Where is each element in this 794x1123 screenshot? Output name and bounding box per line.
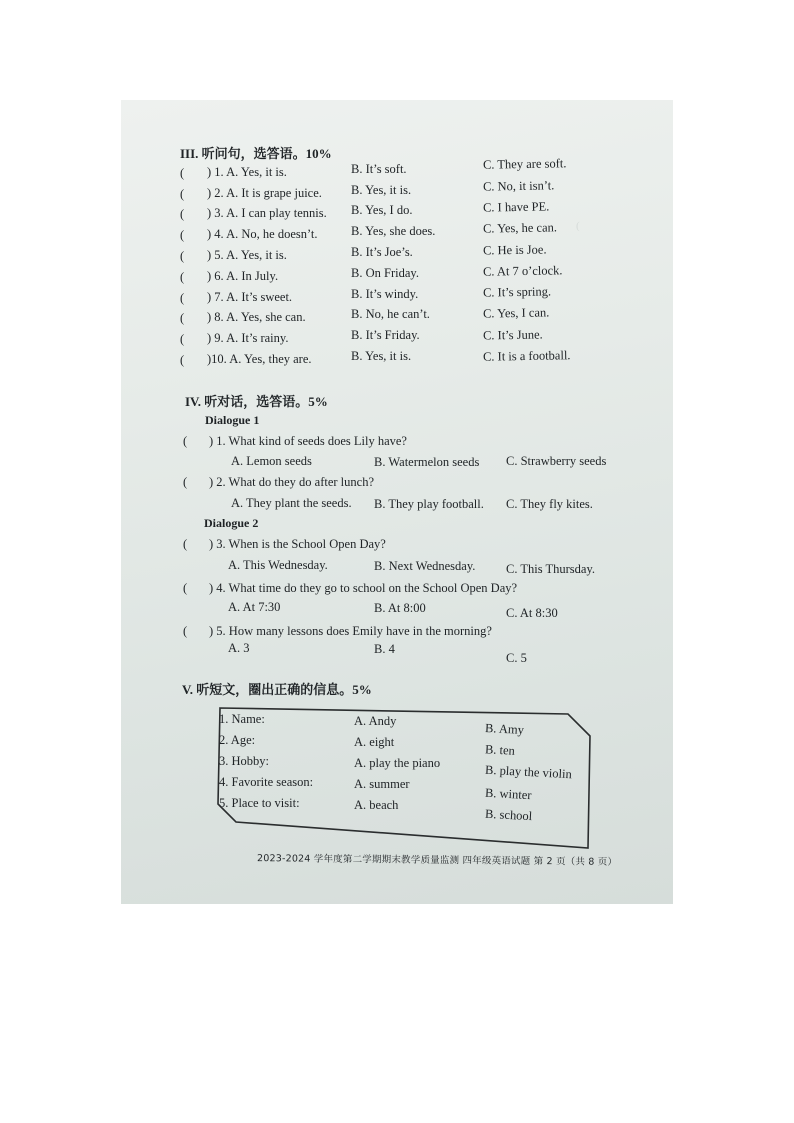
info-option-a[interactable]: A. play the piano <box>354 756 441 770</box>
dialogue-option-a: A. Lemon seeds <box>231 454 312 468</box>
dialogue-question: ) 4. What time do they go to school on the School Open Day? <box>209 581 518 595</box>
answer-paren[interactable]: ( <box>183 581 188 595</box>
info-option-a[interactable]: A. beach <box>354 798 399 812</box>
dialogue-option-a: A. This Wednesday. <box>228 558 328 572</box>
question-option-a: )10. A. Yes, they are. <box>207 352 312 366</box>
question-option-b: B. It’s soft. <box>351 162 407 176</box>
question-option-c: C. It’s June. <box>482 327 543 343</box>
answer-paren[interactable]: ( <box>180 166 185 180</box>
question-option-c: C. It is a football. <box>482 348 571 364</box>
question-option-b: B. It’s windy. <box>351 287 419 301</box>
section-3-heading: III. 听问句，选答语。10% <box>180 146 332 161</box>
answer-paren[interactable]: ( <box>180 270 185 284</box>
dialogue-option-c: C. They fly kites. <box>506 497 593 511</box>
question-option-b: B. On Friday. <box>351 266 419 280</box>
answer-paren[interactable]: ( <box>180 249 185 263</box>
answer-paren[interactable]: ( <box>180 353 185 367</box>
question-option-a: ) 7. A. It’s sweet. <box>207 290 293 304</box>
dialogue-question: ) 2. What do they do after lunch? <box>209 475 374 489</box>
section-5-heading: V. 听短文，圈出正确的信息。5% <box>182 682 372 697</box>
dialogue-option-b: B. Watermelon seeds <box>374 455 480 469</box>
question-option-c: C. Yes, I can. <box>482 305 550 321</box>
info-item-label: 5. Place to visit: <box>219 796 300 810</box>
info-option-a[interactable]: A. eight <box>354 735 395 749</box>
dialogue-option-c: C. At 8:30 <box>506 606 558 620</box>
info-option-b[interactable]: B. ten <box>484 742 516 758</box>
dialogue-option-b: B. 4 <box>374 642 395 656</box>
question-option-b: B. No, he can’t. <box>351 307 430 321</box>
section-4-heading: IV. 听对话，选答语。5% <box>185 394 328 409</box>
info-item-label: 3. Hobby: <box>219 754 269 768</box>
question-option-a: ) 1. A. Yes, it is. <box>207 165 287 179</box>
question-option-a: ) 9. A. It’s rainy. <box>207 331 289 345</box>
dialogue-option-c: C. This Thursday. <box>506 562 596 576</box>
answer-paren[interactable]: ( <box>183 434 188 448</box>
answer-paren[interactable]: ( <box>180 207 185 221</box>
question-option-b: B. Yes, it is. <box>351 183 412 197</box>
answer-paren[interactable]: ( <box>183 475 188 489</box>
question-option-a: ) 2. A. It is grape juice. <box>207 186 322 200</box>
question-option-c: C. No, it isn’t. <box>482 178 555 194</box>
dialogue-option-a: A. At 7:30 <box>228 600 281 614</box>
answer-paren[interactable]: ( <box>183 537 188 551</box>
question-option-c: C. At 7 o’clock. <box>482 263 563 279</box>
answer-paren[interactable]: ( <box>180 187 185 201</box>
dialogue-option-a: A. They plant the seeds. <box>231 496 352 510</box>
dialogue-option-b: B. At 8:00 <box>374 601 426 615</box>
question-option-b: B. It’s Joe’s. <box>351 245 413 259</box>
answer-paren[interactable]: ( <box>180 291 185 305</box>
question-option-a: ) 5. A. Yes, it is. <box>207 248 287 262</box>
exam-page-photo <box>121 100 673 904</box>
question-option-c: C. They are soft. <box>482 156 567 172</box>
dialogue-option-b: B. Next Wednesday. <box>374 559 476 573</box>
dialogue-question: ) 1. What kind of seeds does Lily have? <box>209 434 407 448</box>
question-option-b: B. Yes, I do. <box>351 203 413 217</box>
dialogue-question: ) 5. How many lessons does Emily have in the morning? <box>209 624 492 638</box>
answer-paren[interactable]: ( <box>180 332 185 346</box>
question-option-c: C. Yes, he can. <box>482 220 558 236</box>
info-option-b[interactable]: B. play the violin <box>484 762 573 782</box>
question-option-b: B. Yes, it is. <box>351 349 412 363</box>
info-item-label: 4. Favorite season: <box>219 775 314 789</box>
dialogue-question: ) 3. When is the School Open Day? <box>209 537 386 551</box>
question-option-a: ) 3. A. I can play tennis. <box>207 206 327 220</box>
answer-paren[interactable]: ( <box>180 228 185 242</box>
dialogue-option-a: A. 3 <box>228 641 250 655</box>
show-through-mark: ( <box>576 220 580 232</box>
dialogue-option-c: C. Strawberry seeds <box>506 454 607 468</box>
info-option-a[interactable]: A. summer <box>354 777 410 791</box>
question-option-b: B. Yes, she does. <box>351 224 436 238</box>
dialogue-option-b: B. They play football. <box>374 497 484 511</box>
question-option-c: C. It’s spring. <box>482 284 552 300</box>
dialogue-1-label: Dialogue 1 <box>205 413 260 427</box>
page-footer: 2023-2024 学年度第二学期期末教学质量监测 四年级英语试题 第 2 页（共 8 页） <box>256 853 618 868</box>
info-option-b[interactable]: B. Amy <box>484 720 525 738</box>
question-option-a: ) 8. A. Yes, she can. <box>207 310 306 324</box>
question-option-b: B. It’s Friday. <box>351 328 420 342</box>
question-option-c: C. He is Joe. <box>482 242 547 258</box>
question-option-a: ) 4. A. No, he doesn’t. <box>207 227 318 241</box>
answer-paren[interactable]: ( <box>180 311 185 325</box>
info-item-label: 1. Name: <box>219 712 265 726</box>
question-option-c: C. I have PE. <box>482 199 550 215</box>
answer-paren[interactable]: ( <box>183 624 188 638</box>
info-option-a[interactable]: A. Andy <box>354 714 397 728</box>
dialogue-2-label: Dialogue 2 <box>204 516 259 530</box>
dialogue-option-c: C. 5 <box>506 651 527 665</box>
info-option-b[interactable]: B. school <box>484 806 533 824</box>
info-item-label: 2. Age: <box>219 733 256 747</box>
question-option-a: ) 6. A. In July. <box>207 269 279 283</box>
info-option-b[interactable]: B. winter <box>484 785 532 803</box>
